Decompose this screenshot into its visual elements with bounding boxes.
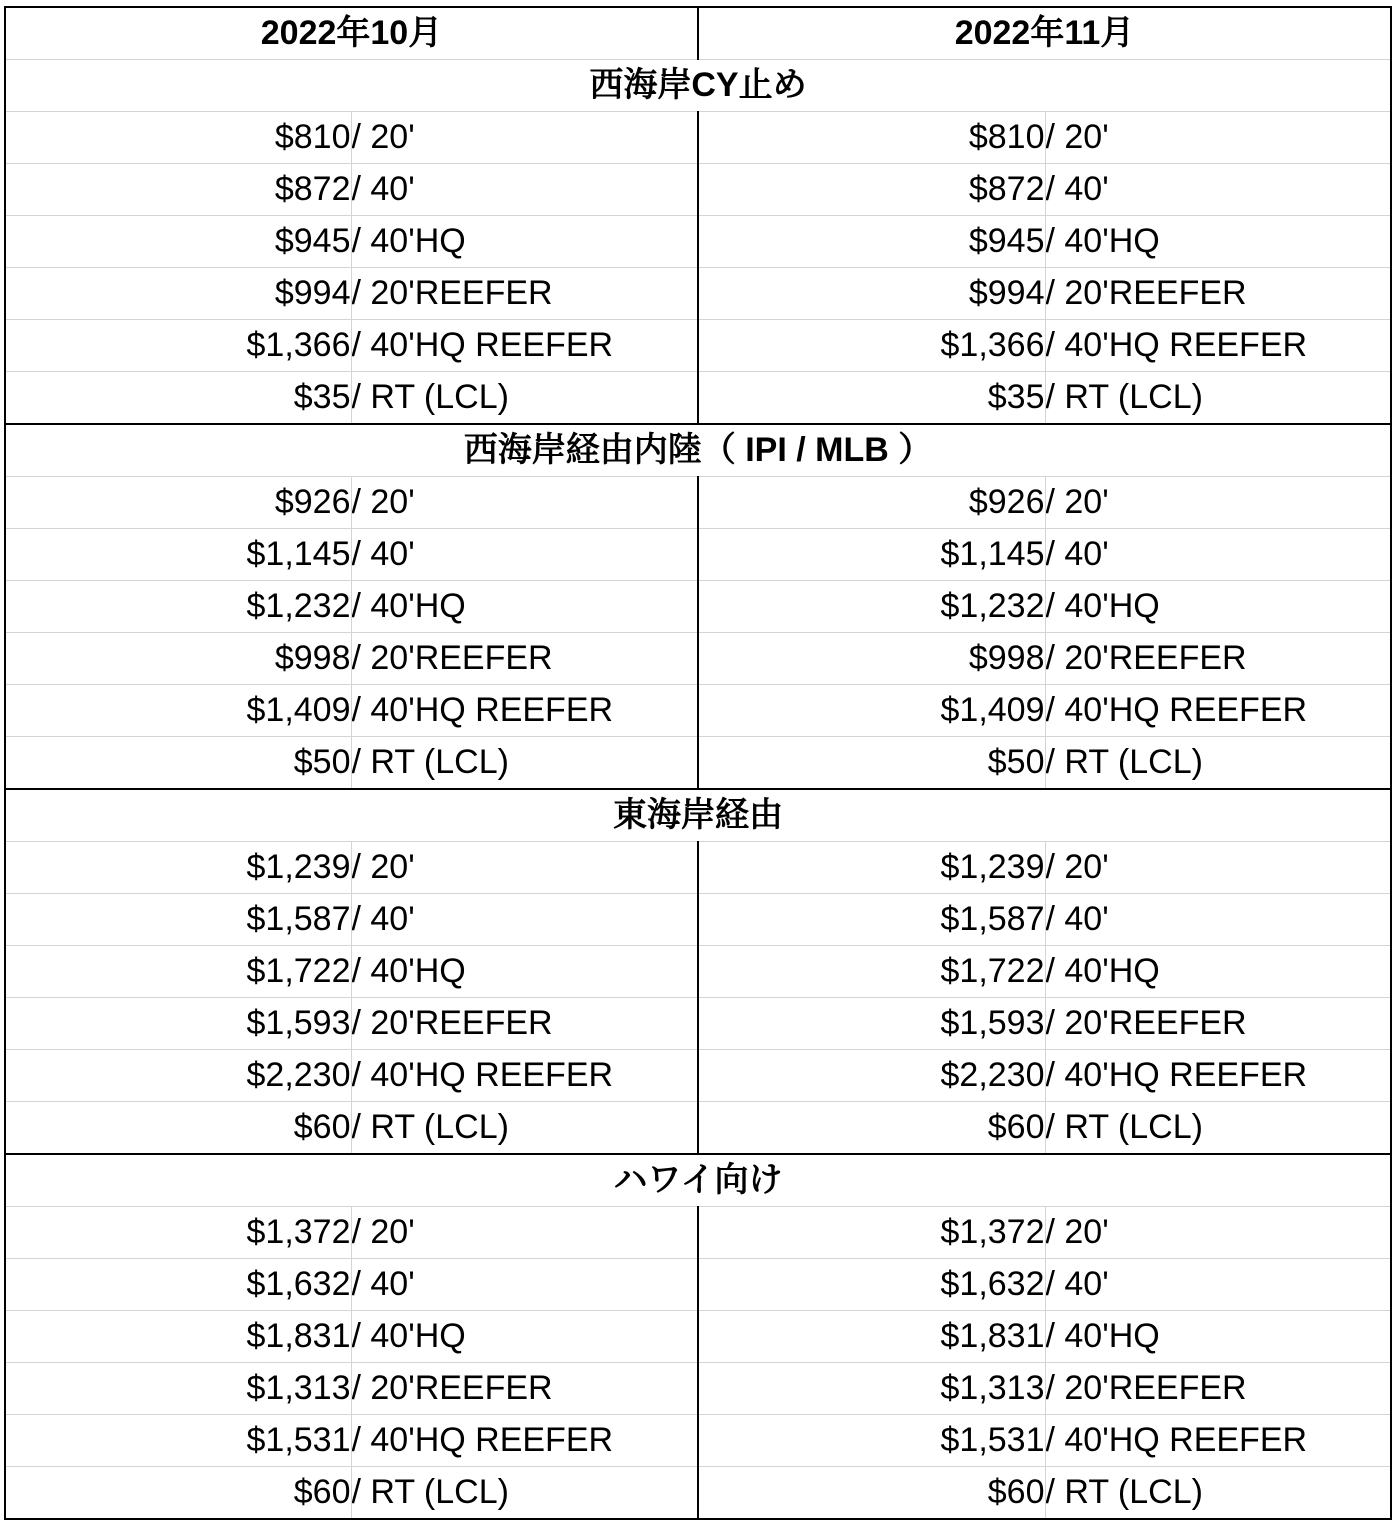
oct-amount: $60: [5, 1102, 351, 1155]
rate-row: [5, 529, 1391, 581]
oct-amount: $1,587: [5, 894, 351, 946]
rate-row: [5, 1050, 1391, 1102]
nov-amount: $2,230: [698, 1050, 1045, 1102]
rate-row: [5, 477, 1391, 529]
oct-unit: / 20'REEFER: [351, 633, 698, 685]
oct-amount: $1,366: [5, 320, 351, 372]
nov-amount: $1,632: [698, 1259, 1045, 1311]
oct-amount: $2,230: [5, 1050, 351, 1102]
rate-row: [5, 633, 1391, 685]
nov-amount: $1,239: [698, 842, 1045, 894]
oct-unit: / RT (LCL): [351, 1467, 698, 1520]
oct-unit: / RT (LCL): [351, 1102, 698, 1155]
oct-amount: $1,145: [5, 529, 351, 581]
nov-amount: $60: [698, 1467, 1045, 1520]
rate-row: [5, 1207, 1391, 1259]
nov-amount: $998: [698, 633, 1045, 685]
nov-unit: / 40': [1045, 164, 1391, 216]
oct-amount: $1,531: [5, 1415, 351, 1467]
oct-amount: $1,632: [5, 1259, 351, 1311]
nov-unit: / 40'HQ: [1045, 1311, 1391, 1363]
nov-unit: / 40'HQ: [1045, 581, 1391, 633]
nov-amount: $1,593: [698, 998, 1045, 1050]
nov-amount: $994: [698, 268, 1045, 320]
nov-unit: / 20'REEFER: [1045, 1363, 1391, 1415]
nov-amount: $1,145: [698, 529, 1045, 581]
oct-unit: / 40'HQ: [351, 1311, 698, 1363]
rate-row: [5, 998, 1391, 1050]
rate-row: [5, 164, 1391, 216]
section-title-row: [5, 789, 1391, 842]
oct-amount: $60: [5, 1467, 351, 1520]
oct-unit: / 40'HQ REEFER: [351, 685, 698, 737]
rate-row: [5, 894, 1391, 946]
nov-amount: $1,722: [698, 946, 1045, 998]
nov-amount: $1,531: [698, 1415, 1045, 1467]
nov-unit: / 40'HQ REEFER: [1045, 1415, 1391, 1467]
nov-amount: $1,409: [698, 685, 1045, 737]
nov-amount: $1,232: [698, 581, 1045, 633]
oct-unit: / 40': [351, 1259, 698, 1311]
rate-row: [5, 320, 1391, 372]
oct-amount: $1,722: [5, 946, 351, 998]
oct-unit: / 20'REEFER: [351, 998, 698, 1050]
nov-unit: / 20': [1045, 112, 1391, 164]
oct-unit: / 40'HQ REEFER: [351, 1415, 698, 1467]
rate-row: [5, 112, 1391, 164]
oct-amount: $945: [5, 216, 351, 268]
rate-row: [5, 842, 1391, 894]
nov-amount: $1,313: [698, 1363, 1045, 1415]
month-header-nov: 2022年11月: [698, 7, 1391, 60]
rate-row: [5, 216, 1391, 268]
oct-unit: / 40'HQ: [351, 946, 698, 998]
nov-amount: $872: [698, 164, 1045, 216]
nov-unit: / 40'HQ REEFER: [1045, 1050, 1391, 1102]
section-title-row: [5, 60, 1391, 112]
nov-unit: / 20': [1045, 1207, 1391, 1259]
oct-amount: $1,313: [5, 1363, 351, 1415]
section-title: 東海岸経由: [5, 789, 1391, 842]
nov-unit: / 40': [1045, 1259, 1391, 1311]
oct-unit: / 40'HQ REEFER: [351, 1050, 698, 1102]
nov-amount: $60: [698, 1102, 1045, 1155]
rate-row: [5, 1467, 1391, 1520]
header-row: [5, 7, 1391, 60]
nov-amount: $1,587: [698, 894, 1045, 946]
rate-row: [5, 1102, 1391, 1155]
oct-unit: / RT (LCL): [351, 737, 698, 790]
nov-amount: $926: [698, 477, 1045, 529]
oct-amount: $1,372: [5, 1207, 351, 1259]
oct-amount: $810: [5, 112, 351, 164]
oct-unit: / RT (LCL): [351, 372, 698, 425]
oct-unit: / 40'HQ: [351, 216, 698, 268]
rate-row: [5, 268, 1391, 320]
nov-unit: / 20'REEFER: [1045, 998, 1391, 1050]
oct-unit: / 40': [351, 529, 698, 581]
oct-amount: $998: [5, 633, 351, 685]
nov-unit: / 40'HQ: [1045, 946, 1391, 998]
oct-amount: $1,409: [5, 685, 351, 737]
rates-table: [4, 6, 1392, 1520]
oct-amount: $1,232: [5, 581, 351, 633]
nov-amount: $1,831: [698, 1311, 1045, 1363]
section-title: ハワイ向け: [5, 1154, 1391, 1207]
section-title-row: [5, 1154, 1391, 1207]
nov-amount: $50: [698, 737, 1045, 790]
rates-body: [5, 60, 1391, 1520]
nov-unit: / 40': [1045, 529, 1391, 581]
rate-row: [5, 1363, 1391, 1415]
month-header-oct: 2022年10月: [5, 7, 698, 60]
nov-amount: $1,366: [698, 320, 1045, 372]
oct-amount: $1,593: [5, 998, 351, 1050]
nov-unit: / 40'HQ REEFER: [1045, 685, 1391, 737]
oct-unit: / 20': [351, 112, 698, 164]
oct-amount: $1,239: [5, 842, 351, 894]
nov-unit: / RT (LCL): [1045, 737, 1391, 790]
nov-unit: / RT (LCL): [1045, 1102, 1391, 1155]
nov-unit: / 40'HQ REEFER: [1045, 320, 1391, 372]
oct-unit: / 20': [351, 842, 698, 894]
oct-unit: / 40'HQ: [351, 581, 698, 633]
oct-unit: / 20'REEFER: [351, 1363, 698, 1415]
rate-row: [5, 1311, 1391, 1363]
oct-unit: / 20': [351, 1207, 698, 1259]
nov-unit: / RT (LCL): [1045, 372, 1391, 425]
section-title-row: [5, 424, 1391, 477]
rate-row: [5, 372, 1391, 425]
rate-row: [5, 1259, 1391, 1311]
oct-amount: $1,831: [5, 1311, 351, 1363]
nov-amount: $35: [698, 372, 1045, 425]
nov-amount: $1,372: [698, 1207, 1045, 1259]
nov-amount: $945: [698, 216, 1045, 268]
section-title: 西海岸経由内陸（ IPI / MLB ）: [5, 424, 1391, 477]
rate-row: [5, 1415, 1391, 1467]
oct-amount: $872: [5, 164, 351, 216]
oct-unit: / 20'REEFER: [351, 268, 698, 320]
nov-unit: / 20'REEFER: [1045, 633, 1391, 685]
oct-unit: / 40': [351, 894, 698, 946]
nov-unit: / 20': [1045, 477, 1391, 529]
nov-unit: / 40'HQ: [1045, 216, 1391, 268]
rate-row: [5, 737, 1391, 790]
nov-unit: / 40': [1045, 894, 1391, 946]
section-title: 西海岸CY止め: [5, 60, 1391, 112]
oct-amount: $35: [5, 372, 351, 425]
rate-row: [5, 685, 1391, 737]
oct-unit: / 40'HQ REEFER: [351, 320, 698, 372]
oct-amount: $926: [5, 477, 351, 529]
oct-amount: $50: [5, 737, 351, 790]
nov-unit: / RT (LCL): [1045, 1467, 1391, 1520]
rate-row: [5, 581, 1391, 633]
oct-amount: $994: [5, 268, 351, 320]
oct-unit: / 40': [351, 164, 698, 216]
nov-amount: $810: [698, 112, 1045, 164]
rate-row: [5, 946, 1391, 998]
nov-unit: / 20': [1045, 842, 1391, 894]
oct-unit: / 20': [351, 477, 698, 529]
nov-unit: / 20'REEFER: [1045, 268, 1391, 320]
